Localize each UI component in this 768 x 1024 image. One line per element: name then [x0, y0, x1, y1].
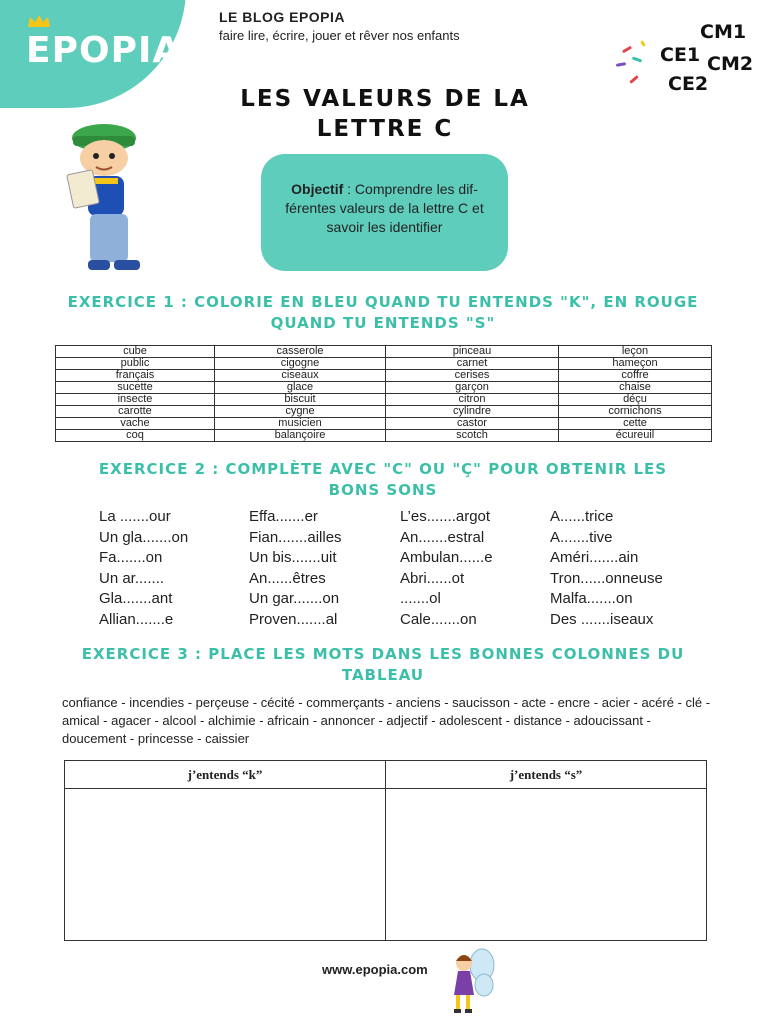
exercise-3-title-line-1: EXERCICE 3 : PLACE LES MOTS DANS LES BONNES COLONNES DU: [81, 645, 685, 663]
fill-in-item[interactable]: Un gar.......on: [249, 590, 340, 607]
fill-in-item[interactable]: Tron......onneuse: [550, 569, 663, 587]
word-cell[interactable]: cerises: [386, 370, 559, 382]
column-k-answer-cell[interactable]: [65, 789, 386, 941]
word-cell[interactable]: scotch: [386, 430, 559, 442]
fill-in-item[interactable]: La .......our: [99, 508, 171, 525]
confetti-icon: [616, 62, 626, 67]
table-row: [56, 370, 712, 382]
table-header-row: [65, 761, 707, 789]
table-row: [56, 418, 712, 430]
word-cell[interactable]: cylindre: [386, 406, 559, 418]
footer-website-link[interactable]: www.epopia.com: [322, 962, 428, 977]
word-cell[interactable]: castor: [386, 418, 559, 430]
word-cell[interactable]: déçu: [559, 394, 712, 406]
title-line-1: LES VALEURS DE LA: [240, 86, 530, 112]
fill-in-item[interactable]: Proven.......al: [249, 610, 338, 628]
fill-in-item[interactable]: Ambulan......e: [400, 549, 493, 566]
table-row: [56, 406, 712, 418]
table-row: [56, 358, 712, 370]
fill-in-item[interactable]: A......trice: [550, 508, 614, 525]
word-cell[interactable]: cornichons: [559, 406, 712, 418]
epopia-logo: EPOPIA: [26, 30, 182, 71]
fill-in-item[interactable]: Un bis.......uit: [249, 549, 337, 566]
column-header-k: j’entends “k”: [65, 761, 386, 789]
crown-icon: [27, 14, 51, 28]
fill-in-item[interactable]: Un gla.......on: [99, 528, 189, 546]
title-line-2: LETTRE C: [316, 116, 454, 142]
fill-in-item[interactable]: Gla.......ant: [99, 590, 173, 607]
confetti-icon: [640, 40, 646, 47]
exercise-3-title-line-2: TABLEAU: [341, 666, 425, 684]
word-cell[interactable]: carotte: [56, 406, 215, 418]
confetti-icon: [632, 56, 642, 62]
word-cell[interactable]: coq: [56, 430, 215, 442]
fill-in-item[interactable]: Améri.......ain: [550, 549, 639, 566]
fill-in-item[interactable]: Des .......iseaux: [550, 610, 654, 628]
word-cell[interactable]: glace: [215, 382, 386, 394]
word-cell[interactable]: garçon: [386, 382, 559, 394]
word-cell[interactable]: sucette: [56, 382, 215, 394]
word-cell[interactable]: chaise: [559, 382, 712, 394]
word-cell[interactable]: carnet: [386, 358, 559, 370]
fill-in-item[interactable]: Cale.......on: [400, 610, 477, 628]
fill-in-item[interactable]: An.......estral: [400, 528, 485, 546]
page-title: [210, 84, 560, 144]
exercise-1-title-line-2: QUAND TU ENTENDS "S": [270, 314, 496, 332]
fill-in-item[interactable]: .......ol: [400, 590, 441, 607]
blog-title: LE BLOG EPOPIA: [219, 9, 346, 25]
exercise-3-sort-table: [64, 760, 707, 941]
word-cell[interactable]: pinceau: [386, 346, 559, 358]
blog-subtitle: faire lire, écrire, jouer et rêver nos enfants: [219, 28, 460, 43]
level-ce2: CE2: [668, 73, 709, 95]
objective-text: : Comprendre les dif-férentes valeurs de la lettre C et savoir les identifier: [285, 181, 484, 235]
exercise-2-fill-in-grid: [99, 508, 719, 629]
fill-in-item[interactable]: Un ar.......: [99, 569, 165, 587]
word-cell[interactable]: coffre: [559, 370, 712, 382]
word-cell[interactable]: public: [56, 358, 215, 370]
exercise-3-title: [48, 644, 718, 686]
word-cell[interactable]: cube: [56, 346, 215, 358]
boy-reading-illustration: [64, 122, 168, 280]
confetti-icon: [629, 75, 639, 84]
word-cell[interactable]: cygne: [215, 406, 386, 418]
exercise-1-title: [48, 292, 718, 334]
fill-in-item[interactable]: Abri......ot: [400, 569, 465, 587]
table-row: [56, 394, 712, 406]
fill-in-item[interactable]: Fa.......on: [99, 549, 163, 566]
word-cell[interactable]: casserole: [215, 346, 386, 358]
exercise-3-word-list: confiance - incendies - perçeuse - cécité - commerçants - anciens - saucisson - acte - encre - acier - acéré - clé - amical - agacer - alcool - alchimie - africain - annoncer - adjectif - adolescent - distance - adoucissant - doucement - princesse - caissier: [62, 695, 711, 746]
table-row: [56, 430, 712, 442]
column-header-s: j’entends “s”: [386, 761, 707, 789]
exercise-2-title-line-2: BONS SONS: [328, 481, 438, 499]
confetti-icon: [622, 46, 632, 54]
exercise-1-title-line-1: EXERCICE 1 : COLORIE EN BLEU QUAND TU ENTENDS "K", EN ROUGE: [67, 293, 699, 311]
word-cell[interactable]: cette: [559, 418, 712, 430]
word-cell[interactable]: balançoire: [215, 430, 386, 442]
table-row: [65, 789, 707, 941]
exercise-2-title: [48, 459, 718, 501]
fill-in-item[interactable]: An......êtres: [249, 569, 326, 587]
table-row: [56, 382, 712, 394]
fill-in-item[interactable]: Malfa.......on: [550, 590, 633, 607]
fill-in-item[interactable]: Allian.......e: [99, 610, 174, 628]
word-cell[interactable]: citron: [386, 394, 559, 406]
column-s-answer-cell[interactable]: [386, 789, 707, 941]
word-cell[interactable]: leçon: [559, 346, 712, 358]
word-cell[interactable]: musicien: [215, 418, 386, 430]
objective-label: Objectif: [291, 181, 344, 197]
table-row: [56, 346, 712, 358]
word-cell[interactable]: écureuil: [559, 430, 712, 442]
level-cm2: CM2: [707, 53, 754, 75]
fill-in-item[interactable]: Effa.......er: [249, 508, 318, 525]
fill-in-item[interactable]: L’es.......argot: [400, 508, 491, 525]
level-cm1: CM1: [700, 21, 747, 43]
word-cell[interactable]: vache: [56, 418, 215, 430]
level-ce1: CE1: [660, 44, 701, 66]
word-cell[interactable]: cigogne: [215, 358, 386, 370]
fill-in-item[interactable]: Fian.......ailles: [249, 528, 342, 546]
word-cell[interactable]: biscuit: [215, 394, 386, 406]
exercise-2-title-line-1: EXERCICE 2 : COMPLÈTE AVEC "C" OU "Ç" POUR OBTENIR LES: [98, 460, 668, 478]
fairy-illustration: [444, 947, 496, 1017]
objective-box: [261, 154, 508, 271]
word-cell[interactable]: ciseaux: [215, 370, 386, 382]
exercise-1-word-table: [55, 345, 712, 442]
fill-in-item[interactable]: A.......tive: [550, 528, 613, 546]
word-cell[interactable]: insecte: [56, 394, 215, 406]
word-cell[interactable]: hameçon: [559, 358, 712, 370]
word-cell[interactable]: français: [56, 370, 215, 382]
